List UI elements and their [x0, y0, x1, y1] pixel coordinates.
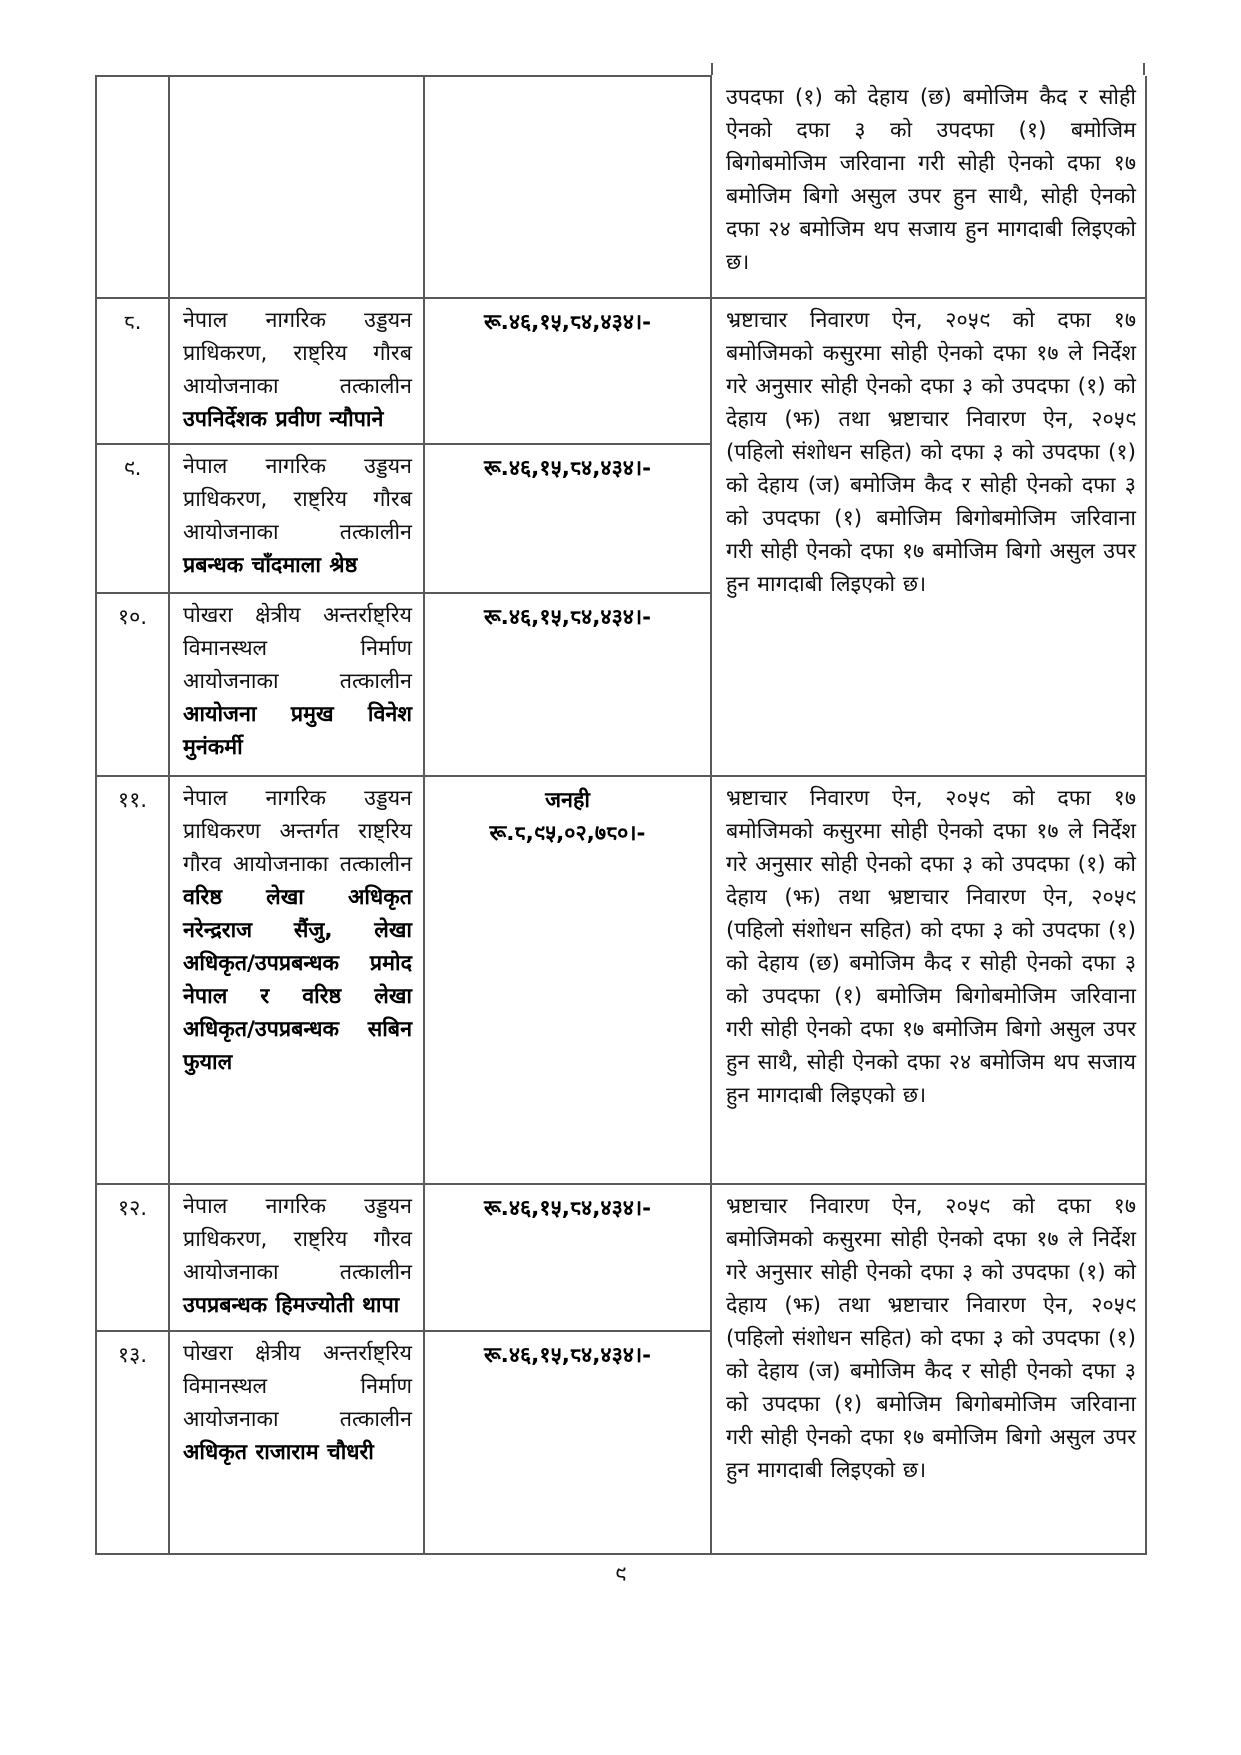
claim-amount: रू.४६,१५,८४,४३४।-: [424, 298, 711, 444]
accused-name-cell-empty: [169, 76, 424, 298]
accused-person: उपनिर्देशक प्रवीण न्यौपाने: [183, 407, 384, 432]
serial-number: ९.: [96, 444, 169, 593]
table-row-12: [96, 1184, 1146, 1331]
table-border-stub-left: [711, 63, 713, 75]
serial-number-cell-empty: [96, 76, 169, 298]
charge-description-rows-12-13: भ्रष्टाचार निवारण ऐन, २०५९ को दफा १७ बमोजिमको कसुरमा सोही ऐनको दफा १७ ले निर्देश गरे अनुसार सोही ऐनको दफा ३ को उपदफा (१) को देहाय (झ) तथा भ्रष्टाचार निवारण ऐन, २०५९ (पहिलो संशोधन सहित) को दफा ३ को उपदफा (१) को देहाय (ज) बमोजिम कैद र सोही ऐनको दफा ३ को उपदफा (१) बमोजिम बिगोबमोजिम जरिवाना गरी सोही ऐनको दफा १७ बमोजिम बिगो असुल उपर हुन मागदाबी लिइएको छ।: [711, 1184, 1146, 1554]
serial-number: १०.: [96, 593, 169, 776]
serial-number: ८.: [96, 298, 169, 444]
accused-name-cell: [169, 593, 424, 776]
claim-amount-cell-empty: [424, 76, 711, 298]
charge-sheet-table: [95, 75, 1147, 1555]
accused-name-cell: [169, 776, 424, 1184]
amount-label: जनही: [545, 788, 590, 813]
accused-office: पोखरा क्षेत्रीय अन्तर्राष्ट्रिय विमानस्थल निर्माण आयोजनाका तत्कालीन: [183, 1341, 412, 1432]
accused-person: उपप्रबन्धक हिमज्योती थापा: [183, 1293, 400, 1318]
claim-amount: रू.४६,१५,८४,४३४।-: [424, 444, 711, 593]
table-row-continuation: [96, 76, 1146, 298]
table-row-8: [96, 298, 1146, 444]
charge-description-row-11: भ्रष्टाचार निवारण ऐन, २०५९ को दफा १७ बमोजिमको कसुरमा सोही ऐनको दफा १७ ले निर्देश गरे अनुसार सोही ऐनको दफा ३ को उपदफा (१) को देहाय (झ) तथा भ्रष्टाचार निवारण ऐन, २०५९ (पहिलो संशोधन सहित) को दफा ३ को उपदफा (१) को देहाय (छ) बमोजिम कैद र सोही ऐनको दफा ३ को उपदफा (१) बमोजिम बिगोबमोजिम जरिवाना गरी सोही ऐनको दफा १७ बमोजिम बिगो असुल उपर हुन साथै, सोही ऐनको दफा २४ बमोजिम थप सजाय हुन मागदाबी लिइएको छ।: [711, 776, 1146, 1184]
claim-amount: रू.८,९५,०२,७८०।-: [489, 821, 646, 846]
charge-description-carryover: उपदफा (१) को देहाय (छ) बमोजिम कैद र सोही ऐनको दफा ३ को उपदफा (१) बमोजिम बिगोबमोजिम जरिवाना गरी सोही ऐनको दफा १७ बमोजिम बिगो असुल उपर हुन साथै, सोही ऐनको दफा २४ बमोजिम थप सजाय हुन मागदाबी लिइएको छ।: [711, 76, 1146, 298]
accused-office: पोखरा क्षेत्रीय अन्तर्राष्ट्रिय विमानस्थल निर्माण आयोजनाका तत्कालीन: [183, 603, 412, 694]
accused-office: नेपाल नागरिक उड्डयन प्राधिकरण, राष्ट्रिय गौरब आयोजनाका तत्कालीन: [183, 454, 412, 545]
accused-office: नेपाल नागरिक उड्डयन प्राधिकरण, राष्ट्रिय गौरब आयोजनाका तत्कालीन: [183, 308, 412, 399]
claim-amount: रू.४६,१५,८४,४३४।-: [424, 1331, 711, 1554]
accused-person: प्रबन्धक चाँदमाला श्रेष्ठ: [183, 553, 358, 578]
serial-number: ११.: [96, 776, 169, 1184]
page-number: ९: [614, 1562, 627, 1587]
accused-office: नेपाल नागरिक उड्डयन प्राधिकरण अन्तर्गत राष्ट्रिय गौरव आयोजनाका तत्कालीन: [183, 786, 412, 877]
claim-amount-cell: [424, 776, 711, 1184]
accused-person: वरिष्ठ लेखा अधिकृत नरेन्द्रराज सैंजु, लेखा अधिकृत/उपप्रबन्धक प्रमोद नेपाल र वरिष्ठ लेखा अधिकृत/उपप्रबन्धक सबिन फुयाल: [183, 885, 412, 1075]
accused-name-cell: [169, 1331, 424, 1554]
accused-name-cell: [169, 298, 424, 444]
table-border-stub-right: [1143, 63, 1145, 75]
accused-person: अधिकृत राजाराम चौधरी: [183, 1440, 374, 1465]
serial-number: १३.: [96, 1331, 169, 1554]
table-row-11: [96, 776, 1146, 1184]
charge-description-rows-8-10: भ्रष्टाचार निवारण ऐन, २०५९ को दफा १७ बमोजिमको कसुरमा सोही ऐनको दफा १७ ले निर्देश गरे अनुसार सोही ऐनको दफा ३ को उपदफा (१) को देहाय (झ) तथा भ्रष्टाचार निवारण ऐन, २०५९ (पहिलो संशोधन सहित) को दफा ३ को उपदफा (१) को देहाय (ज) बमोजिम कैद र सोही ऐनको दफा ३ को उपदफा (१) बमोजिम बिगोबमोजिम जरिवाना गरी सोही ऐनको दफा १७ बमोजिम बिगो असुल उपर हुन मागदाबी लिइएको छ।: [711, 298, 1146, 776]
accused-name-cell: [169, 444, 424, 593]
accused-office: नेपाल नागरिक उड्डयन प्राधिकरण, राष्ट्रिय गौरव आयोजनाका तत्कालीन: [183, 1194, 412, 1285]
serial-number: १२.: [96, 1184, 169, 1331]
accused-name-cell: [169, 1184, 424, 1331]
accused-person: आयोजना प्रमुख विनेश मुनंकर्मी: [183, 702, 412, 760]
claim-amount: रू.४६,१५,८४,४३४।-: [424, 593, 711, 776]
claim-amount: रू.४६,१५,८४,४३४।-: [424, 1184, 711, 1331]
